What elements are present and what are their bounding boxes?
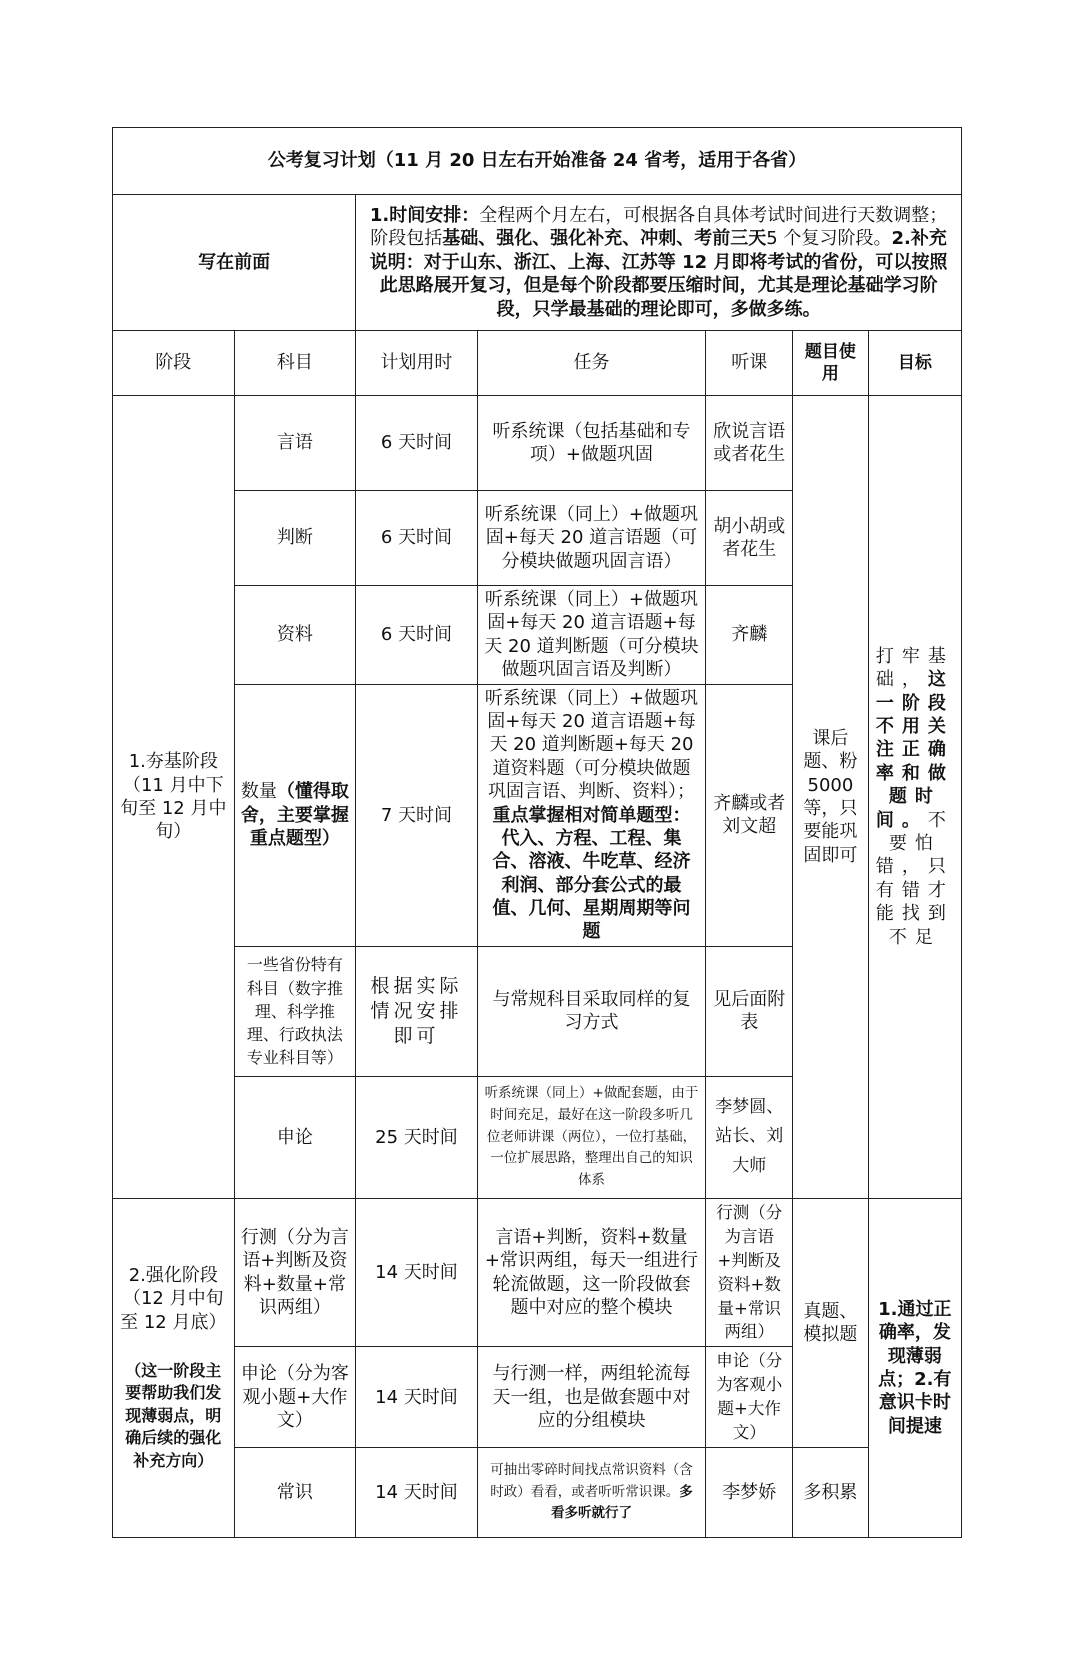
header-row: [113, 331, 962, 396]
teacher-cell: 欣说言语或者花生: [706, 396, 793, 491]
task-cell: 与常规科目采取同样的复习方式: [477, 946, 705, 1076]
task-cell: [477, 1448, 705, 1538]
task-cell: 听系统课（同上）+做题巩固+每天 20 道言语题（可分模块做题巩固言语）: [477, 491, 705, 586]
time-cell: 6 天时间: [356, 491, 478, 586]
subject-math: 数量: [240, 781, 277, 803]
time-cell: 14 天时间: [356, 1347, 478, 1448]
stage1-name: 1.夯基阶段（11 月中下旬至 12 月中旬）: [113, 396, 235, 1199]
teacher-cell: 行测（分为言语+判断及资料+数量+常识两组）: [706, 1198, 793, 1347]
questions-cell: 多积累: [793, 1448, 868, 1538]
header-time: 计划用时: [356, 331, 478, 396]
goal-part-a: 打牢基础，: [875, 645, 954, 691]
intro-label: 写在前面: [113, 195, 356, 331]
stage2-questions: 真题、模拟题: [793, 1198, 868, 1447]
header-lecture: 听课: [706, 331, 793, 396]
time-cell: 25 天时间: [356, 1076, 478, 1198]
intro-row: [113, 195, 962, 331]
time-cell: 根据实际情况安排即可: [356, 946, 478, 1076]
goal-part-b: 这一阶段不用关注正确率和做题时间。: [875, 669, 954, 831]
task-part-a: 听系统课（同上）+做题巩固+每天 20 道言语题+每天 20 道判断题+每天 20 道资料题（可分模块做题巩固言语、判断、资料）；: [484, 687, 699, 803]
task-cell: [477, 684, 705, 946]
time-cell: 7 天时间: [356, 684, 478, 946]
teacher-cell: 申论（分为客观小题+大作文）: [706, 1347, 793, 1448]
intro-p1-b: 基础、强化、强化补充、冲刺、考前三天: [442, 228, 767, 250]
time-cell: 6 天时间: [356, 586, 478, 685]
task-cell: 与行测一样，两组轮流每天一组，也是做套题中对应的分组模块: [477, 1347, 705, 1448]
intro-p1-a: 全程两个月左右，可根据各自具体考试时间进行天数调整；阶段包括: [370, 205, 948, 250]
subject-cell: 资料: [234, 586, 356, 685]
teacher-cell: 李梦娇: [706, 1448, 793, 1538]
intro-text: [356, 195, 962, 331]
teacher-cell: 见后面附表: [706, 946, 793, 1076]
intro-p2-body: 对于山东、浙江、上海、江苏等 12 月即将考试的省份，可以按照此思路展开复习，但是每个阶段都要压缩时间，尤其是理论基础学习阶段，只学最基础的理论即可，多做多练。: [379, 251, 948, 320]
stage2-note: （这一阶段主要帮助我们发现薄弱点，明确后续的强化补充方向）: [125, 1361, 222, 1470]
teacher-cell: 齐麟或者刘文超: [706, 684, 793, 946]
intro-p1-head: 1.时间安排：: [369, 205, 480, 227]
teacher-cell: 胡小胡或者花生: [706, 491, 793, 586]
time-cell: 14 天时间: [356, 1198, 478, 1347]
header-goal: 目标: [868, 331, 961, 396]
stage2-title: 2.强化阶段（12 月中旬至 12 月底）: [120, 1264, 227, 1333]
task-part-b: 多看多听就行了: [550, 1483, 693, 1522]
time-cell: 14 天时间: [356, 1448, 478, 1538]
header-task: 任务: [477, 331, 705, 396]
table-row: [113, 1448, 962, 1538]
stage2-goal: 1.通过正确率，发现薄弱点；2.有意识卡时间提速: [868, 1198, 961, 1537]
table-row: [113, 1198, 962, 1347]
subject-cell: 言语: [234, 396, 356, 491]
subject-math-note: （懂得取舍，主要掌握重点题型）: [240, 781, 349, 849]
stage1-goal: [868, 396, 961, 1199]
subject-cell: 行测（分为言语+判断及资料+数量+常识两组）: [234, 1198, 356, 1347]
header-stage: 阶段: [113, 331, 235, 396]
subject-cell: 一些省份特有科目（数字推理、科学推理、行政执法专业科目等）: [234, 946, 356, 1076]
time-cell: 6 天时间: [356, 396, 478, 491]
teacher-cell: 李梦圆、站长、刘大师: [706, 1076, 793, 1198]
task-cell: 听系统课（包括基础和专项）+做题巩固: [477, 396, 705, 491]
intro-p1-c: 5 个复习阶段。: [766, 228, 892, 250]
table-row: [113, 396, 962, 491]
task-part-a: 可抽出零碎时间找点常识资料（含时政）看看，或者听听常识课。: [490, 1462, 693, 1500]
header-questions: 题目使用: [793, 331, 868, 396]
task-part-b: 重点掌握相对简单题型：代入、方程、工程、集合、溶液、牛吃草、经济利润、部分套公式的最值、几何、星期周期等问题: [492, 804, 691, 943]
intro-p2-head: 2.补充说明：: [369, 228, 947, 273]
review-plan-table: [112, 127, 962, 1538]
page-title: 公考复习计划（11 月 20 日左右开始准备 24 省考，适用于各省）: [113, 128, 962, 195]
title-row: [113, 128, 962, 195]
subject-cell: 判断: [234, 491, 356, 586]
task-cell: 听系统课（同上）+做配套题，由于时间充足，最好在这一阶段多听几位老师讲课（两位），一位打基础，一位扩展思路，整理出自己的知识体系: [477, 1076, 705, 1198]
stage1-questions: 课后题、粉 5000 等，只要能巩固即可: [793, 396, 868, 1199]
stage2-name: [113, 1198, 235, 1537]
subject-cell: 申论（分为客观小题+大作文）: [234, 1347, 356, 1448]
subject-cell: [234, 684, 356, 946]
subject-cell: 常识: [234, 1448, 356, 1538]
goal-part-c: 不要怕错，只有错才能找到不足: [875, 809, 954, 948]
teacher-cell: 齐麟: [706, 586, 793, 685]
task-cell: 言语+判断，资料+数量+常识两组，每天一组进行轮流做题，这一阶段做套题中对应的整个模块: [477, 1198, 705, 1347]
subject-cell: 申论: [234, 1076, 356, 1198]
header-subject: 科目: [234, 331, 356, 396]
task-cell: 听系统课（同上）+做题巩固+每天 20 道言语题+每天 20 道判断题（可分模块做题巩固言语及判断）: [477, 586, 705, 685]
